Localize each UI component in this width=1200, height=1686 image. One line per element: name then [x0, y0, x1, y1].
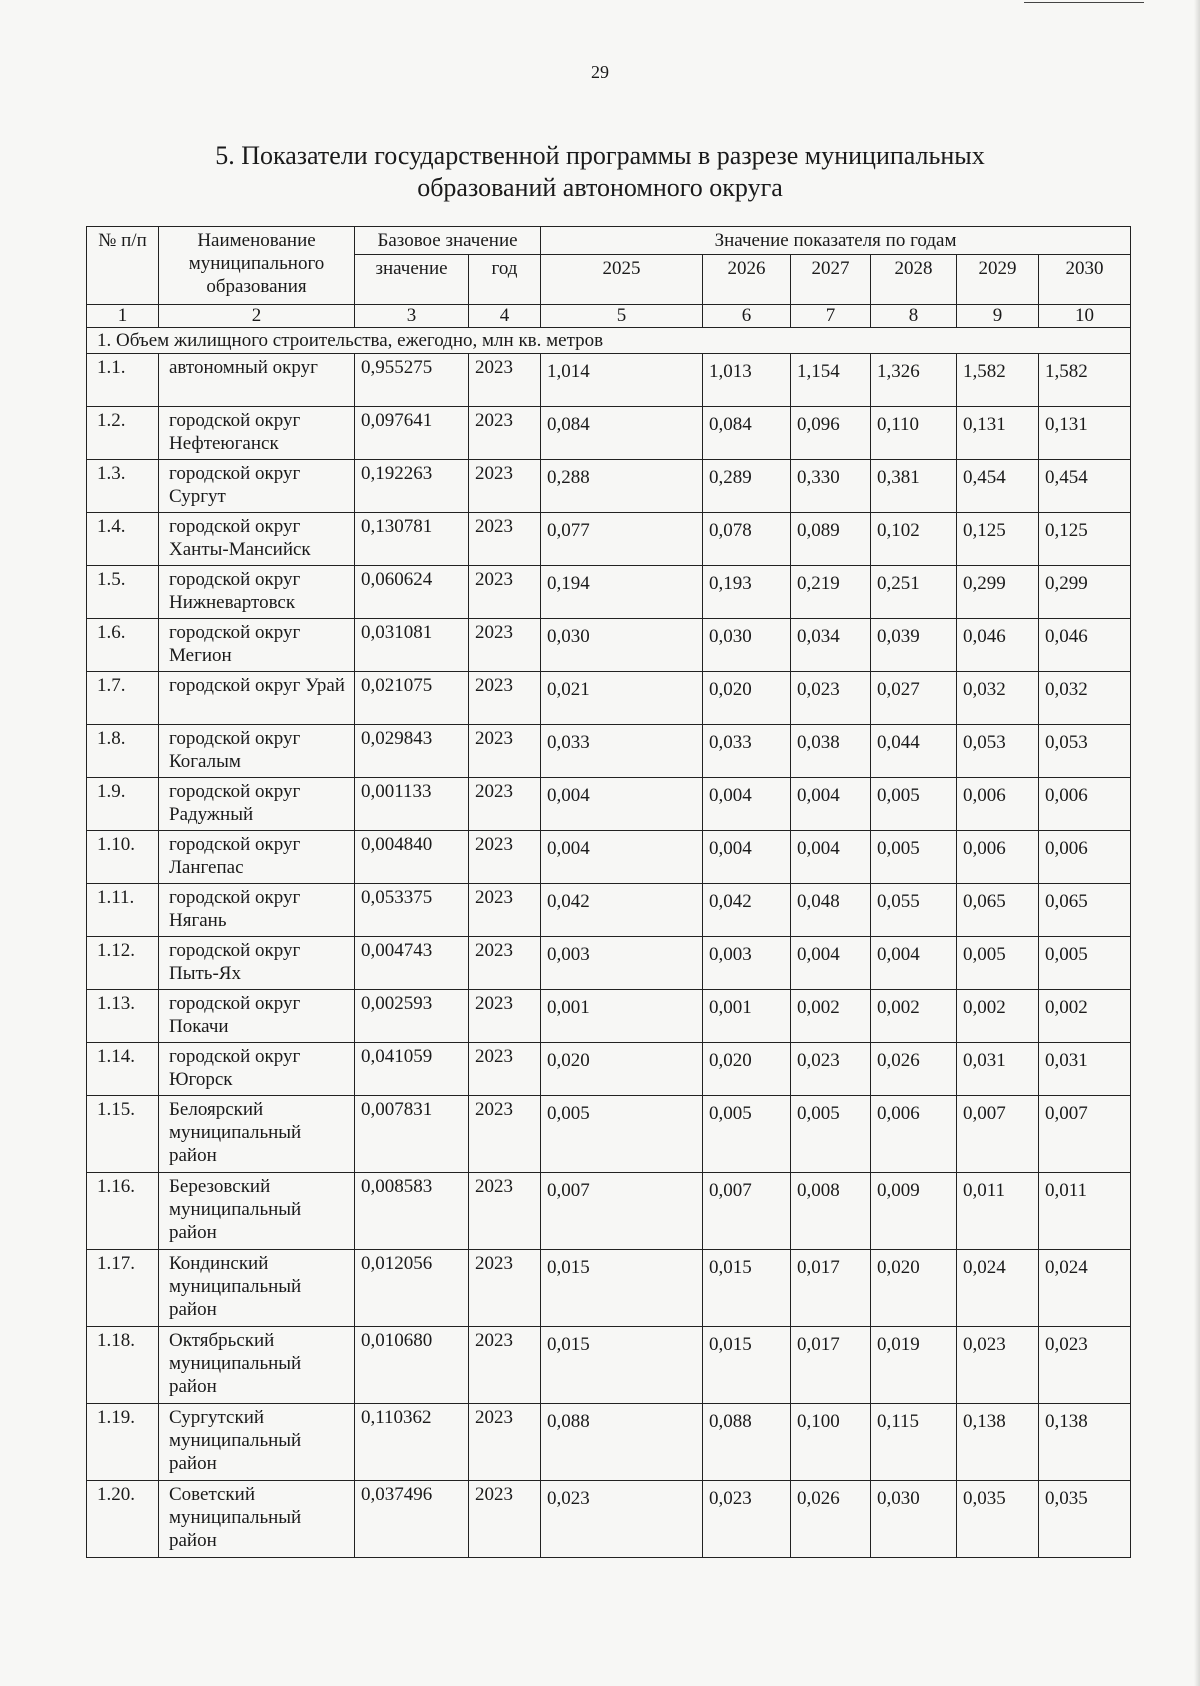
row-value-2029: 0,299 [957, 566, 1039, 619]
row-value-2030: 0,065 [1039, 884, 1131, 937]
row-value-2025: 0,001 [541, 990, 703, 1043]
table-row [87, 937, 1131, 990]
row-base-value: 0,955275 [355, 354, 469, 407]
row-value-2028: 0,004 [871, 937, 957, 990]
row-number: 1.5. [87, 566, 159, 619]
table-row [87, 1096, 1131, 1173]
scan-mark [1024, 2, 1144, 3]
column-number: 4 [469, 305, 541, 328]
row-number: 1.20. [87, 1481, 159, 1558]
row-base-value: 0,021075 [355, 672, 469, 725]
row-base-value: 0,060624 [355, 566, 469, 619]
row-value-2030: 0,046 [1039, 619, 1131, 672]
row-value-2028: 0,251 [871, 566, 957, 619]
table-row [87, 1327, 1131, 1404]
row-base-value: 0,097641 [355, 407, 469, 460]
row-base-year: 2023 [469, 513, 541, 566]
row-base-value: 0,041059 [355, 1043, 469, 1096]
row-value-2026: 0,015 [703, 1250, 791, 1327]
row-base-year: 2023 [469, 725, 541, 778]
row-municipality-name: городской округ Югорск [159, 1043, 355, 1096]
row-value-2029: 0,138 [957, 1404, 1039, 1481]
row-value-2026: 0,042 [703, 884, 791, 937]
row-value-2026: 0,289 [703, 460, 791, 513]
table-row [87, 990, 1131, 1043]
row-base-value: 0,010680 [355, 1327, 469, 1404]
row-base-value: 0,031081 [355, 619, 469, 672]
row-value-2029: 0,011 [957, 1173, 1039, 1250]
row-value-2029: 0,032 [957, 672, 1039, 725]
row-value-2028: 0,009 [871, 1173, 957, 1250]
header-base-value: значение [355, 255, 469, 305]
row-number: 1.12. [87, 937, 159, 990]
row-number: 1.6. [87, 619, 159, 672]
row-value-2028: 0,005 [871, 778, 957, 831]
row-value-2030: 0,011 [1039, 1173, 1131, 1250]
row-value-2027: 0,008 [791, 1173, 871, 1250]
row-value-2026: 0,033 [703, 725, 791, 778]
row-value-2027: 0,038 [791, 725, 871, 778]
column-number: 3 [355, 305, 469, 328]
section-row [87, 328, 1131, 354]
row-value-2025: 0,288 [541, 460, 703, 513]
row-number: 1.10. [87, 831, 159, 884]
row-base-year: 2023 [469, 566, 541, 619]
column-number: 6 [703, 305, 791, 328]
row-number: 1.3. [87, 460, 159, 513]
row-value-2025: 0,030 [541, 619, 703, 672]
row-municipality-name: городской округ Когалым [159, 725, 355, 778]
header-base-year: год [469, 255, 541, 305]
row-value-2026: 0,023 [703, 1481, 791, 1558]
row-base-value: 0,037496 [355, 1481, 469, 1558]
row-value-2025: 0,033 [541, 725, 703, 778]
row-value-2027: 0,023 [791, 672, 871, 725]
row-value-2026: 0,020 [703, 1043, 791, 1096]
row-municipality-name: городской округ Покачи [159, 990, 355, 1043]
row-value-2027: 1,154 [791, 354, 871, 407]
row-base-year: 2023 [469, 1404, 541, 1481]
table-row [87, 566, 1131, 619]
column-number: 1 [87, 305, 159, 328]
row-value-2030: 0,035 [1039, 1481, 1131, 1558]
table-row [87, 831, 1131, 884]
row-municipality-name: Советский муниципальный район [159, 1481, 355, 1558]
row-base-value: 0,130781 [355, 513, 469, 566]
row-base-year: 2023 [469, 1481, 541, 1558]
row-number: 1.18. [87, 1327, 159, 1404]
row-value-2028: 0,381 [871, 460, 957, 513]
row-municipality-name: городской округ Нягань [159, 884, 355, 937]
row-base-value: 0,012056 [355, 1250, 469, 1327]
row-value-2028: 0,020 [871, 1250, 957, 1327]
row-number: 1.9. [87, 778, 159, 831]
table-body [87, 305, 1131, 1558]
column-number: 8 [871, 305, 957, 328]
row-value-2030: 0,131 [1039, 407, 1131, 460]
page-number: 29 [591, 62, 609, 82]
row-value-2025: 0,004 [541, 778, 703, 831]
row-base-year: 2023 [469, 1327, 541, 1404]
row-base-year: 2023 [469, 990, 541, 1043]
row-value-2028: 1,326 [871, 354, 957, 407]
row-number: 1.15. [87, 1096, 159, 1173]
row-base-value: 0,192263 [355, 460, 469, 513]
row-value-2027: 0,004 [791, 778, 871, 831]
row-value-2027: 0,100 [791, 1404, 871, 1481]
row-value-2027: 0,005 [791, 1096, 871, 1173]
row-value-2030: 0,006 [1039, 778, 1131, 831]
column-number: 5 [541, 305, 703, 328]
row-value-2027: 0,089 [791, 513, 871, 566]
row-value-2025: 0,021 [541, 672, 703, 725]
row-value-2026: 0,015 [703, 1327, 791, 1404]
row-value-2026: 0,003 [703, 937, 791, 990]
row-value-2025: 0,020 [541, 1043, 703, 1096]
row-base-year: 2023 [469, 778, 541, 831]
row-value-2027: 0,026 [791, 1481, 871, 1558]
table-row [87, 884, 1131, 937]
row-base-year: 2023 [469, 619, 541, 672]
header-year-2029: 2029 [957, 255, 1039, 305]
row-value-2028: 0,026 [871, 1043, 957, 1096]
header-by-years: Значение показателя по годам [541, 227, 1131, 255]
row-value-2028: 0,027 [871, 672, 957, 725]
page-title [0, 140, 1200, 204]
row-value-2025: 0,088 [541, 1404, 703, 1481]
row-municipality-name: городской округ Нижневартовск [159, 566, 355, 619]
row-municipality-name: городской округ Лангепас [159, 831, 355, 884]
row-base-year: 2023 [469, 1250, 541, 1327]
row-value-2025: 0,003 [541, 937, 703, 990]
row-value-2028: 0,044 [871, 725, 957, 778]
row-base-year: 2023 [469, 672, 541, 725]
row-value-2028: 0,005 [871, 831, 957, 884]
row-value-2028: 0,019 [871, 1327, 957, 1404]
row-value-2025: 0,023 [541, 1481, 703, 1558]
row-value-2029: 0,005 [957, 937, 1039, 990]
row-value-2027: 0,004 [791, 831, 871, 884]
row-base-value: 0,002593 [355, 990, 469, 1043]
row-value-2029: 0,002 [957, 990, 1039, 1043]
row-municipality-name: Кондинский муниципальный район [159, 1250, 355, 1327]
row-value-2027: 0,096 [791, 407, 871, 460]
row-value-2029: 0,023 [957, 1327, 1039, 1404]
row-number: 1.1. [87, 354, 159, 407]
row-value-2027: 0,330 [791, 460, 871, 513]
row-value-2028: 0,102 [871, 513, 957, 566]
row-value-2026: 0,193 [703, 566, 791, 619]
header-name: Наименование муниципального образования [159, 227, 355, 305]
row-value-2026: 0,078 [703, 513, 791, 566]
row-value-2027: 0,017 [791, 1327, 871, 1404]
row-value-2029: 1,582 [957, 354, 1039, 407]
row-value-2029: 0,006 [957, 778, 1039, 831]
row-value-2028: 0,039 [871, 619, 957, 672]
table-row [87, 1404, 1131, 1481]
header-year-2026: 2026 [703, 255, 791, 305]
row-municipality-name: автономный округ [159, 354, 355, 407]
row-value-2029: 0,046 [957, 619, 1039, 672]
row-value-2028: 0,006 [871, 1096, 957, 1173]
row-value-2029: 0,131 [957, 407, 1039, 460]
row-base-year: 2023 [469, 354, 541, 407]
column-number: 9 [957, 305, 1039, 328]
row-value-2030: 0,007 [1039, 1096, 1131, 1173]
row-base-year: 2023 [469, 1173, 541, 1250]
row-number: 1.7. [87, 672, 159, 725]
row-value-2030: 0,032 [1039, 672, 1131, 725]
row-municipality-name: Октябрьский муниципальный район [159, 1327, 355, 1404]
row-base-year: 2023 [469, 884, 541, 937]
row-value-2028: 0,002 [871, 990, 957, 1043]
header-year-2028: 2028 [871, 255, 957, 305]
column-number-row [87, 305, 1131, 328]
row-base-year: 2023 [469, 1096, 541, 1173]
row-base-value: 0,001133 [355, 778, 469, 831]
row-municipality-name: Белоярский муниципальный район [159, 1096, 355, 1173]
row-value-2025: 0,015 [541, 1250, 703, 1327]
row-value-2029: 0,125 [957, 513, 1039, 566]
row-value-2029: 0,006 [957, 831, 1039, 884]
row-number: 1.19. [87, 1404, 159, 1481]
table-row [87, 407, 1131, 460]
row-number: 1.11. [87, 884, 159, 937]
row-value-2025: 0,007 [541, 1173, 703, 1250]
table-row [87, 778, 1131, 831]
header-no: № п/п [87, 227, 159, 305]
row-number: 1.2. [87, 407, 159, 460]
row-value-2027: 0,034 [791, 619, 871, 672]
table-row [87, 619, 1131, 672]
row-value-2030: 0,138 [1039, 1404, 1131, 1481]
row-value-2030: 0,024 [1039, 1250, 1131, 1327]
table-row [87, 672, 1131, 725]
row-value-2026: 0,030 [703, 619, 791, 672]
row-base-value: 0,029843 [355, 725, 469, 778]
row-value-2029: 0,454 [957, 460, 1039, 513]
row-municipality-name: городской округ Урай [159, 672, 355, 725]
row-value-2026: 0,007 [703, 1173, 791, 1250]
row-value-2026: 0,001 [703, 990, 791, 1043]
row-number: 1.16. [87, 1173, 159, 1250]
indicators-table-wrap [86, 226, 1130, 1558]
row-municipality-name: городской округ Радужный [159, 778, 355, 831]
row-value-2030: 0,006 [1039, 831, 1131, 884]
row-number: 1.14. [87, 1043, 159, 1096]
table-row [87, 1043, 1131, 1096]
row-value-2027: 0,048 [791, 884, 871, 937]
row-municipality-name: городской округ Сургут [159, 460, 355, 513]
row-base-value: 0,008583 [355, 1173, 469, 1250]
row-number: 1.8. [87, 725, 159, 778]
table-row [87, 513, 1131, 566]
row-value-2030: 0,454 [1039, 460, 1131, 513]
row-value-2025: 0,004 [541, 831, 703, 884]
row-value-2027: 0,004 [791, 937, 871, 990]
row-value-2030: 0,031 [1039, 1043, 1131, 1096]
row-municipality-name: Березовский муниципальный район [159, 1173, 355, 1250]
row-number: 1.17. [87, 1250, 159, 1327]
row-municipality-name: городской округ Мегион [159, 619, 355, 672]
row-base-year: 2023 [469, 831, 541, 884]
row-value-2030: 0,023 [1039, 1327, 1131, 1404]
row-value-2026: 0,004 [703, 831, 791, 884]
row-base-value: 0,110362 [355, 1404, 469, 1481]
row-value-2025: 0,015 [541, 1327, 703, 1404]
row-value-2025: 0,042 [541, 884, 703, 937]
row-value-2028: 0,115 [871, 1404, 957, 1481]
row-base-year: 2023 [469, 407, 541, 460]
row-value-2026: 0,020 [703, 672, 791, 725]
row-value-2030: 0,053 [1039, 725, 1131, 778]
row-value-2026: 0,088 [703, 1404, 791, 1481]
scan-edge [1194, 0, 1200, 1686]
row-municipality-name: городской округ Пыть-Ях [159, 937, 355, 990]
row-value-2029: 0,024 [957, 1250, 1039, 1327]
table-row [87, 460, 1131, 513]
row-value-2027: 0,023 [791, 1043, 871, 1096]
header-year-2025: 2025 [541, 255, 703, 305]
row-value-2027: 0,219 [791, 566, 871, 619]
row-value-2027: 0,002 [791, 990, 871, 1043]
row-value-2030: 1,582 [1039, 354, 1131, 407]
row-value-2026: 1,013 [703, 354, 791, 407]
row-value-2027: 0,017 [791, 1250, 871, 1327]
row-base-year: 2023 [469, 937, 541, 990]
row-value-2025: 0,084 [541, 407, 703, 460]
row-value-2030: 0,299 [1039, 566, 1131, 619]
row-value-2029: 0,031 [957, 1043, 1039, 1096]
column-number: 2 [159, 305, 355, 328]
indicators-table [86, 226, 1131, 1558]
row-base-year: 2023 [469, 460, 541, 513]
row-value-2026: 0,004 [703, 778, 791, 831]
table-row [87, 1173, 1131, 1250]
row-value-2025: 1,014 [541, 354, 703, 407]
page-title-line-1: 5. Показатели государственной программы в разрезе муниципальных [215, 141, 985, 170]
section-title: 1. Объем жилищного строительства, ежегодно, млн кв. метров [87, 328, 1131, 354]
row-value-2026: 0,005 [703, 1096, 791, 1173]
row-number: 1.13. [87, 990, 159, 1043]
column-number: 7 [791, 305, 871, 328]
row-municipality-name: Сургутский муниципальный район [159, 1404, 355, 1481]
column-number: 10 [1039, 305, 1131, 328]
table-row [87, 1481, 1131, 1558]
row-value-2030: 0,002 [1039, 990, 1131, 1043]
row-value-2025: 0,194 [541, 566, 703, 619]
row-base-value: 0,004840 [355, 831, 469, 884]
row-value-2025: 0,077 [541, 513, 703, 566]
table-row [87, 725, 1131, 778]
header-year-2030: 2030 [1039, 255, 1131, 305]
row-value-2028: 0,110 [871, 407, 957, 460]
row-municipality-name: городской округ Нефтеюганск [159, 407, 355, 460]
row-value-2030: 0,005 [1039, 937, 1131, 990]
row-value-2029: 0,007 [957, 1096, 1039, 1173]
row-value-2028: 0,030 [871, 1481, 957, 1558]
row-base-value: 0,007831 [355, 1096, 469, 1173]
row-base-year: 2023 [469, 1043, 541, 1096]
row-municipality-name: городской округ Ханты-Мансийск [159, 513, 355, 566]
header-base: Базовое значение [355, 227, 541, 255]
row-value-2025: 0,005 [541, 1096, 703, 1173]
header-year-2027: 2027 [791, 255, 871, 305]
row-base-value: 0,053375 [355, 884, 469, 937]
table-row [87, 1250, 1131, 1327]
row-value-2028: 0,055 [871, 884, 957, 937]
page-title-line-2: образований автономного округа [417, 173, 783, 202]
row-value-2029: 0,065 [957, 884, 1039, 937]
table-row [87, 354, 1131, 407]
row-base-value: 0,004743 [355, 937, 469, 990]
row-value-2030: 0,125 [1039, 513, 1131, 566]
row-value-2029: 0,053 [957, 725, 1039, 778]
row-number: 1.4. [87, 513, 159, 566]
row-value-2029: 0,035 [957, 1481, 1039, 1558]
row-value-2026: 0,084 [703, 407, 791, 460]
